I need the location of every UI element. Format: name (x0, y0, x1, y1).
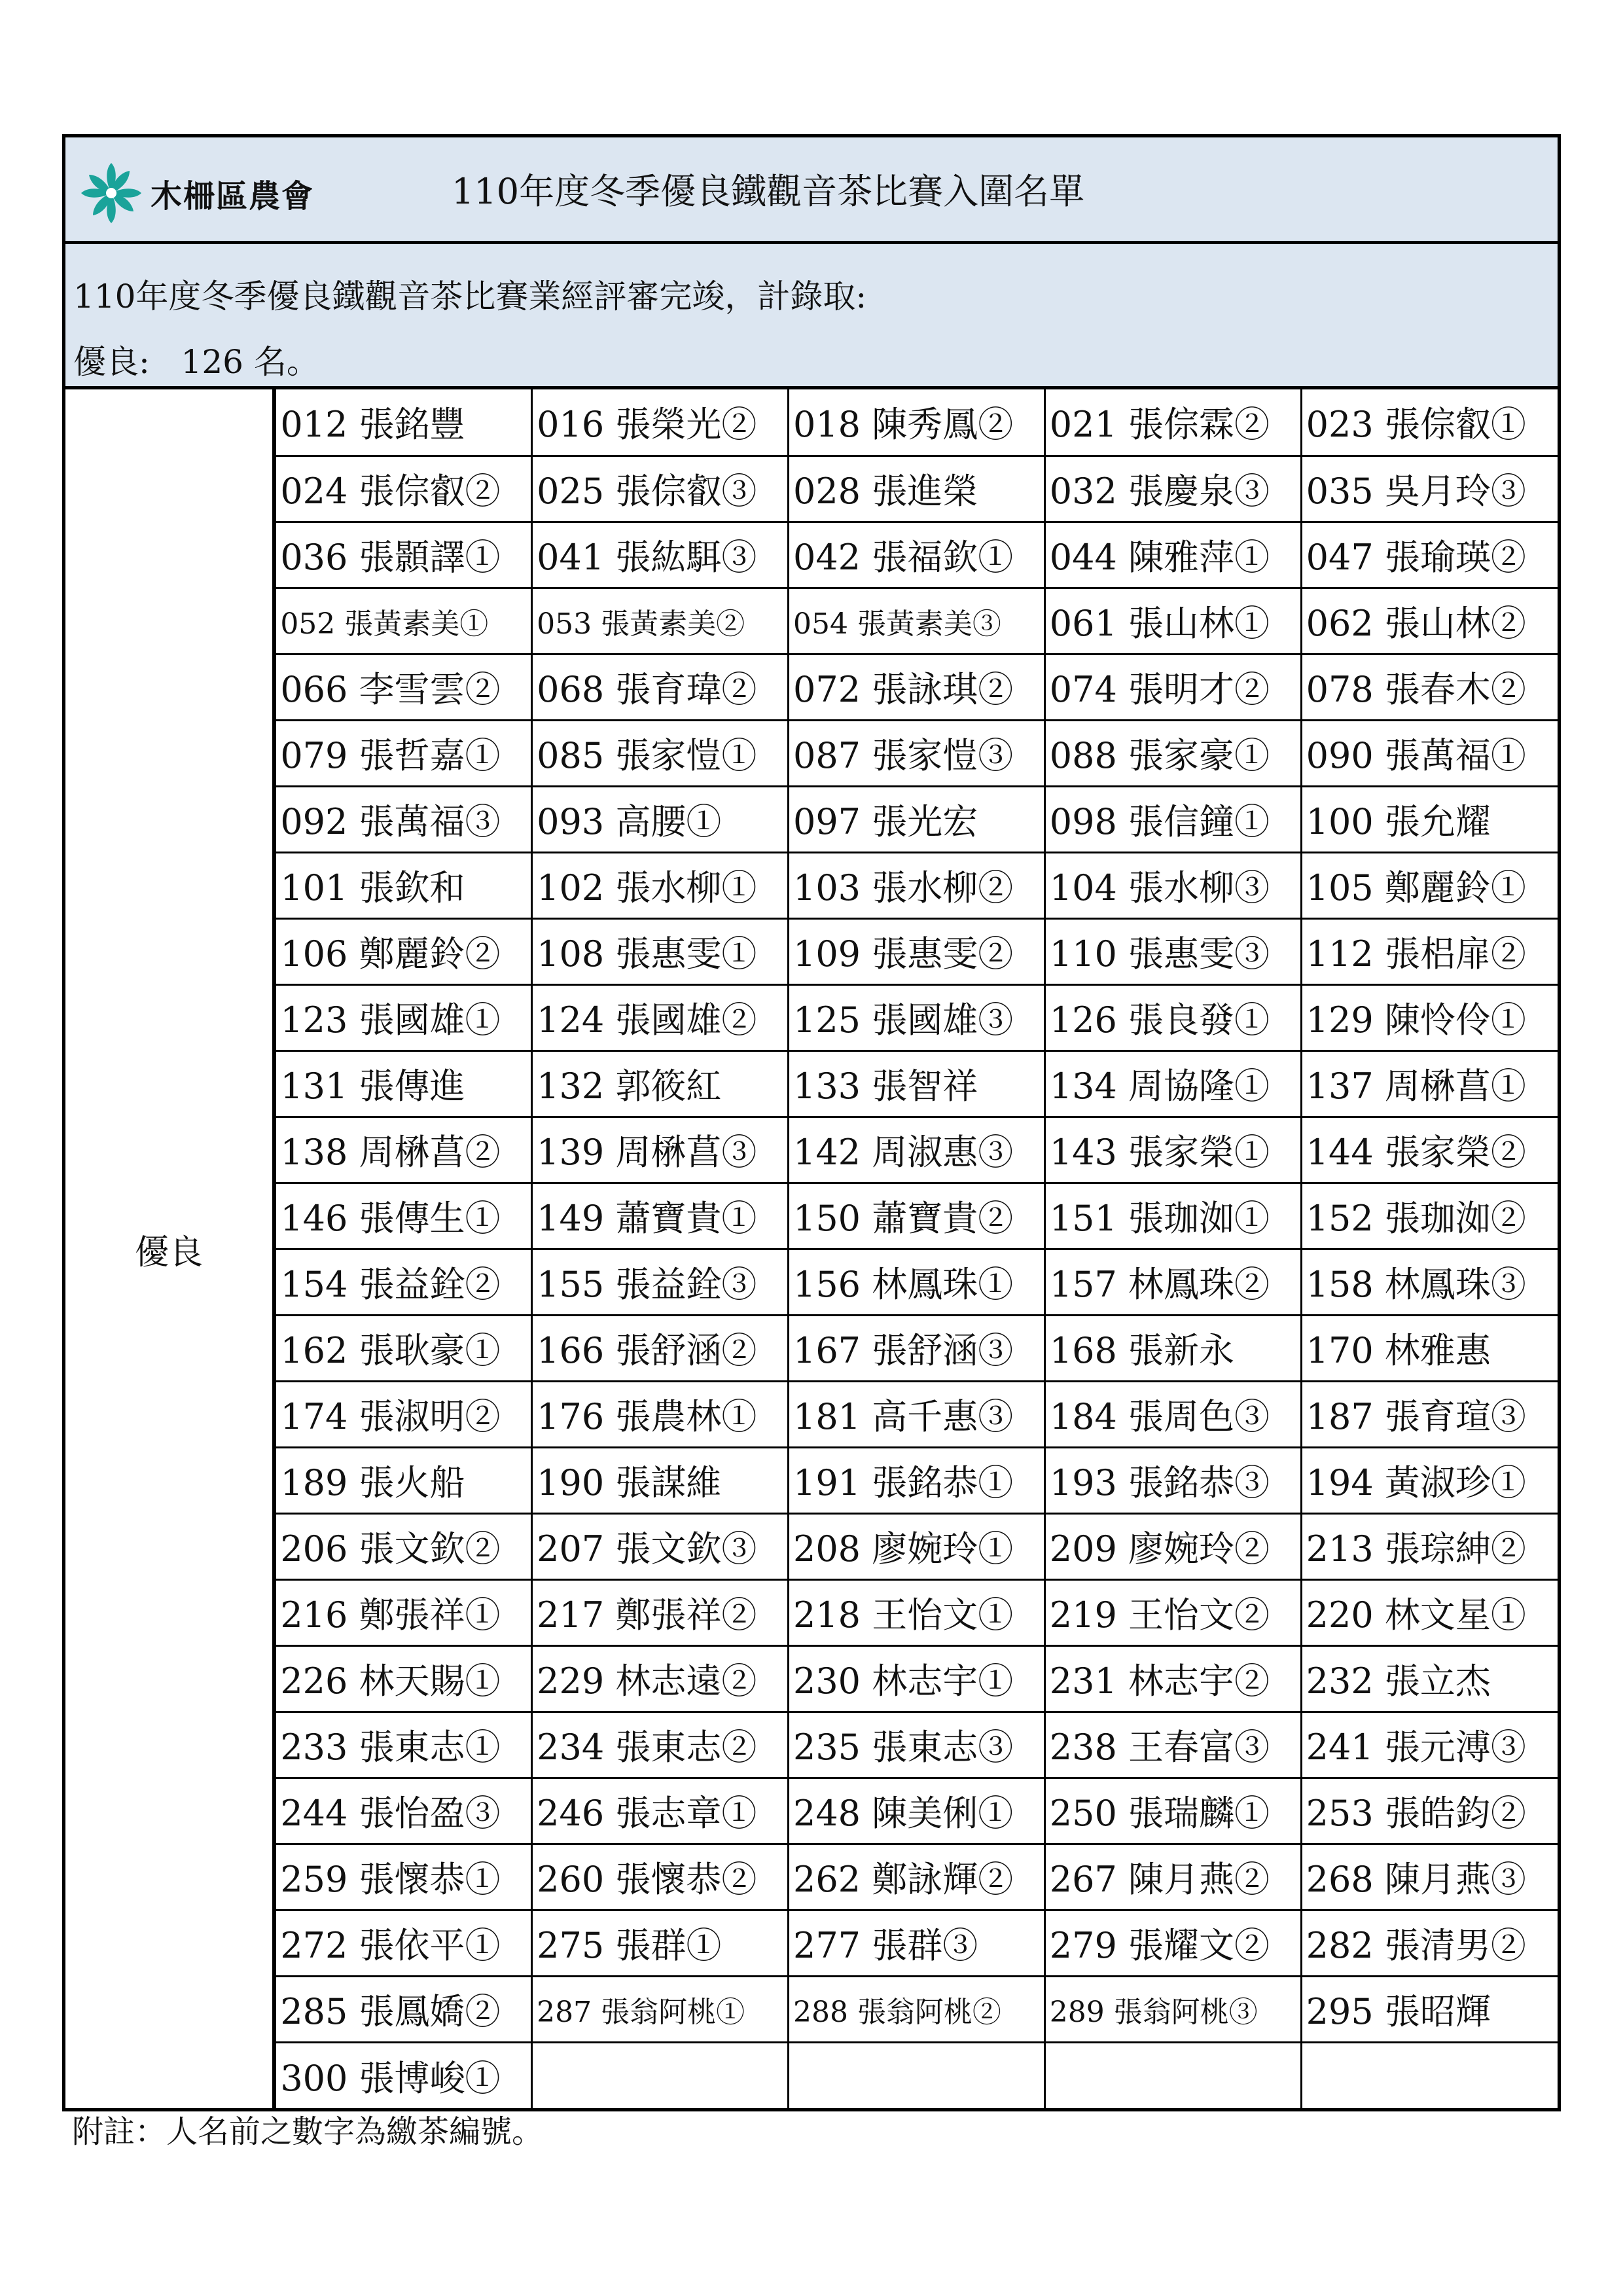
entry-cell (276, 588, 532, 654)
entry-text: 146 張傳生① (280, 1198, 501, 1239)
entry-text: 100 張允耀 (1306, 801, 1491, 842)
entry-cell (788, 522, 1044, 588)
entry-text: 155 張益銓③ (537, 1264, 757, 1305)
entry-cell (1044, 984, 1301, 1050)
award-list-sheet (62, 134, 1561, 2111)
entry-text: 217 鄭張祥② (537, 1594, 757, 1636)
entry-cell (532, 720, 789, 786)
entry-text: 151 張珈洳① (1049, 1198, 1270, 1239)
entry-cell (1301, 1117, 1558, 1183)
entry-cell (532, 1910, 789, 1976)
entry-cell (1044, 2042, 1301, 2108)
entry-text: 023 張倧叡① (1306, 404, 1526, 446)
entry-cell (276, 1050, 532, 1117)
entry-cell (532, 1579, 789, 1645)
entry-cell (1044, 1910, 1301, 1976)
entry-cell (1044, 1117, 1301, 1183)
entry-text: 101 張欽和 (280, 867, 465, 908)
entry-text: 024 張倧叡② (280, 471, 501, 512)
entry-cell (532, 2042, 789, 2108)
entry-cell (276, 1844, 532, 1910)
entry-cell (276, 1513, 532, 1579)
entry-text: 209 廖婉玲② (1049, 1528, 1270, 1570)
page-title: 110年度冬季優良鐵觀音茶比賽入圍名單 (452, 171, 1085, 212)
entry-text: 162 張耿豪① (280, 1330, 501, 1371)
entry-cell (1044, 1579, 1301, 1645)
entry-cell (1044, 654, 1301, 720)
entry-text: 041 張紘駬③ (537, 537, 757, 578)
entries-table (274, 389, 1558, 2108)
entry-cell (532, 918, 789, 984)
entry-cell (276, 1249, 532, 1315)
entry-text: 300 張博峻① (280, 2057, 501, 2099)
entry-text: 262 鄭詠輝② (793, 1859, 1014, 1900)
entry-cell (276, 720, 532, 786)
entry-text: 053 張黃素美② (537, 607, 745, 641)
entry-cell (1301, 389, 1558, 456)
entry-cell (276, 1381, 532, 1447)
entry-text: 143 張家榮① (1049, 1132, 1270, 1173)
entry-cell (788, 1645, 1044, 1712)
entry-cell (276, 1645, 532, 1712)
entry-text: 139 周楙菖③ (537, 1132, 757, 1173)
entry-text: 052 張黃素美① (280, 607, 489, 641)
entry-cell (788, 720, 1044, 786)
entry-text: 126 張良發① (1049, 999, 1270, 1041)
entry-cell (1301, 1513, 1558, 1579)
entry-cell (1301, 1447, 1558, 1513)
entry-text: 035 吳月玲③ (1306, 471, 1526, 512)
entry-cell (1301, 1381, 1558, 1447)
entry-text: 085 張家愷① (537, 735, 757, 776)
entry-cell (788, 786, 1044, 852)
entry-text: 189 張火船 (280, 1462, 465, 1503)
entry-text: 025 張倧叡③ (537, 471, 757, 512)
entry-cell (788, 389, 1044, 456)
entry-cell (1044, 852, 1301, 918)
entry-cell (1301, 1976, 1558, 2042)
entry-text: 168 張新永 (1049, 1330, 1235, 1371)
entry-text: 219 王怡文② (1049, 1594, 1270, 1636)
entry-cell (532, 852, 789, 918)
notice-box (62, 244, 1561, 389)
entry-cell (1301, 654, 1558, 720)
table-row (276, 1844, 1558, 1910)
entry-text: 260 張懷恭② (537, 1859, 757, 1900)
entry-cell (532, 1976, 789, 2042)
entry-cell (1301, 1778, 1558, 1844)
entry-cell (276, 1117, 532, 1183)
entry-text: 106 鄭麗鈴② (280, 933, 501, 975)
table-row (276, 1050, 1558, 1117)
entry-cell (532, 456, 789, 522)
entry-text: 066 李雪雲② (280, 669, 501, 710)
entry-cell (1044, 720, 1301, 786)
notice-line-1: 110年度冬季優良鐵觀音茶比賽業經評審完竣，計錄取: (73, 278, 867, 315)
entry-cell (532, 1712, 789, 1778)
table-row (276, 1579, 1558, 1645)
entry-cell (532, 1844, 789, 1910)
entry-cell (1044, 522, 1301, 588)
entry-cell (1301, 1712, 1558, 1778)
leaf-flower-logo-icon (79, 160, 144, 226)
table-row (276, 720, 1558, 786)
entry-text: 154 張益銓② (280, 1264, 501, 1305)
entry-cell (788, 1381, 1044, 1447)
entry-cell (1301, 786, 1558, 852)
table-row (276, 522, 1558, 588)
entry-cell (1044, 1712, 1301, 1778)
entry-text: 230 林志宇① (793, 1660, 1014, 1702)
entry-cell (1301, 1315, 1558, 1381)
entry-text: 181 高千惠③ (793, 1396, 1014, 1437)
entry-text: 132 郭筱紅 (537, 1066, 722, 1107)
entry-cell (1301, 456, 1558, 522)
entry-cell (788, 456, 1044, 522)
entry-cell (1044, 1976, 1301, 2042)
entry-text: 129 陳怜伶① (1306, 999, 1526, 1041)
entry-cell (788, 852, 1044, 918)
entry-cell (276, 1315, 532, 1381)
category-label: 優良 (65, 389, 274, 2108)
entry-cell (532, 1645, 789, 1712)
entry-text: 218 王怡文① (793, 1594, 1014, 1636)
entry-text: 102 張水柳① (537, 867, 757, 908)
entry-text: 123 張國雄① (280, 999, 501, 1041)
entry-cell (1044, 1645, 1301, 1712)
entry-cell (532, 1117, 789, 1183)
entry-text: 295 張昭輝 (1306, 1991, 1491, 2032)
entry-text: 133 張智祥 (793, 1066, 978, 1107)
entry-cell (788, 1976, 1044, 2042)
entry-text: 167 張舒涵③ (793, 1330, 1014, 1371)
entry-cell (532, 654, 789, 720)
entry-text: 194 黃淑珍① (1306, 1462, 1526, 1503)
entry-cell (788, 1712, 1044, 1778)
entry-cell (788, 1249, 1044, 1315)
entry-text: 087 張家愷③ (793, 735, 1014, 776)
entry-text: 246 張志章① (537, 1793, 757, 1834)
entry-cell (276, 786, 532, 852)
entry-text: 138 周楙菖② (280, 1132, 501, 1173)
entry-text: 213 張琮紳② (1306, 1528, 1526, 1570)
entry-cell (1044, 1050, 1301, 1117)
entry-cell (788, 1579, 1044, 1645)
table-row (276, 786, 1558, 852)
entry-text: 272 張依平① (280, 1925, 501, 1966)
entry-cell (1044, 389, 1301, 456)
entry-cell (1301, 1579, 1558, 1645)
table-row (276, 1117, 1558, 1183)
entry-cell (532, 1050, 789, 1117)
entry-cell (532, 1381, 789, 1447)
entry-text: 124 張國雄② (537, 999, 757, 1041)
entry-cell (1301, 1183, 1558, 1249)
entry-cell (788, 1844, 1044, 1910)
entry-text: 079 張哲嘉① (280, 735, 501, 776)
table-row (276, 1778, 1558, 1844)
table-row (276, 918, 1558, 984)
entry-text: 208 廖婉玲① (793, 1528, 1014, 1570)
table-row (276, 1249, 1558, 1315)
entry-text: 104 張水柳③ (1049, 867, 1270, 908)
entry-cell (1044, 1447, 1301, 1513)
entry-cell (1301, 1645, 1558, 1712)
entry-cell (276, 984, 532, 1050)
entry-text: 092 張萬福③ (280, 801, 501, 842)
entry-text: 131 張傳進 (280, 1066, 465, 1107)
table-row (276, 1381, 1558, 1447)
entry-cell (1301, 2042, 1558, 2108)
entry-text: 193 張銘恭③ (1049, 1462, 1270, 1503)
notice-line-2: 優良: 126 名。 (73, 343, 319, 381)
entry-cell (276, 1712, 532, 1778)
entry-text: 231 林志宇② (1049, 1660, 1270, 1702)
entry-cell (532, 1183, 789, 1249)
entry-cell (1301, 918, 1558, 984)
table-row (276, 2042, 1558, 2108)
entry-text: 158 林鳳珠③ (1306, 1264, 1526, 1305)
entry-text: 144 張家榮② (1306, 1132, 1526, 1173)
entry-text: 206 張文欽② (280, 1528, 501, 1570)
entry-cell (276, 1778, 532, 1844)
entry-text: 012 張銘豐 (280, 404, 465, 446)
table-row (276, 456, 1558, 522)
entry-text: 042 張福欽① (793, 537, 1014, 578)
entry-cell (788, 654, 1044, 720)
entry-text: 088 張家豪① (1049, 735, 1270, 776)
entry-text: 093 高腰① (537, 801, 722, 842)
entry-text: 253 張皓鈞② (1306, 1793, 1526, 1834)
header-bar (62, 134, 1561, 244)
entry-cell (532, 786, 789, 852)
entry-text: 170 林雅惠 (1306, 1330, 1491, 1371)
table-row (276, 1315, 1558, 1381)
entry-text: 044 陳雅萍① (1049, 537, 1270, 578)
entry-cell (1301, 720, 1558, 786)
entry-cell (1044, 588, 1301, 654)
entry-text: 137 周楙菖① (1306, 1066, 1526, 1107)
entry-cell (1044, 1778, 1301, 1844)
entry-text: 289 張翁阿桃③ (1049, 1995, 1258, 2029)
entry-cell (788, 1447, 1044, 1513)
table-row (276, 1513, 1558, 1579)
entry-text: 279 張耀文② (1049, 1925, 1270, 1966)
entry-cell (1301, 1050, 1558, 1117)
entry-cell (532, 1778, 789, 1844)
entry-text: 244 張怡盈③ (280, 1793, 501, 1834)
entry-text: 098 張信鐘① (1049, 801, 1270, 842)
entry-cell (276, 522, 532, 588)
entry-cell (788, 1910, 1044, 1976)
table-row (276, 1183, 1558, 1249)
entry-text: 068 張育瑋② (537, 669, 757, 710)
entry-cell (788, 588, 1044, 654)
table-row (276, 1910, 1558, 1976)
entry-text: 036 張顥譯① (280, 537, 501, 578)
entry-cell (532, 1249, 789, 1315)
entry-cell (276, 389, 532, 456)
entry-text: 028 張進榮 (793, 471, 978, 512)
entry-cell (1044, 1315, 1301, 1381)
entry-cell (788, 1183, 1044, 1249)
entry-cell (1301, 1249, 1558, 1315)
entry-cell (1301, 1910, 1558, 1976)
entry-cell (1301, 852, 1558, 918)
entry-text: 112 張梠扉② (1306, 933, 1526, 975)
entry-cell (276, 1976, 532, 2042)
entry-text: 157 林鳳珠② (1049, 1264, 1270, 1305)
entry-text: 282 張清男② (1306, 1925, 1526, 1966)
entry-cell (1301, 984, 1558, 1050)
entry-cell (1044, 786, 1301, 852)
entry-text: 191 張銘恭① (793, 1462, 1014, 1503)
entry-cell (1301, 1844, 1558, 1910)
entry-text: 190 張謀維 (537, 1462, 722, 1503)
entry-text: 277 張群③ (793, 1925, 978, 1966)
entry-cell (1044, 1249, 1301, 1315)
entry-cell (1044, 456, 1301, 522)
entry-text: 174 張淑明② (280, 1396, 501, 1437)
entry-text: 226 林天賜① (280, 1660, 501, 1702)
table-row (276, 1976, 1558, 2042)
entry-text: 105 鄭麗鈴① (1306, 867, 1526, 908)
table-row (276, 389, 1558, 456)
entry-text: 250 張瑞麟① (1049, 1793, 1270, 1834)
entry-text: 134 周協隆① (1049, 1066, 1270, 1107)
entry-cell (788, 1117, 1044, 1183)
entry-cell (532, 1513, 789, 1579)
entry-text: 220 林文星① (1306, 1594, 1526, 1636)
entry-text: 054 張黃素美③ (793, 607, 1001, 641)
entry-text: 016 張榮光② (537, 404, 757, 446)
entry-text: 184 張周色③ (1049, 1396, 1270, 1437)
entry-text: 232 張立杰 (1306, 1660, 1491, 1702)
entry-cell (1044, 1844, 1301, 1910)
entry-cell (532, 389, 789, 456)
entry-text: 234 張東志② (537, 1727, 757, 1768)
entry-cell (276, 456, 532, 522)
entry-text: 152 張珈洳② (1306, 1198, 1526, 1239)
table-row (276, 852, 1558, 918)
entry-cell (788, 1315, 1044, 1381)
table-row (276, 588, 1558, 654)
entry-cell (788, 984, 1044, 1050)
entry-text: 235 張東志③ (793, 1727, 1014, 1768)
entry-text: 103 張水柳② (793, 867, 1014, 908)
entry-cell (1301, 588, 1558, 654)
entry-text: 238 王春富③ (1049, 1727, 1270, 1768)
entry-text: 032 張慶泉③ (1049, 471, 1270, 512)
entry-text: 233 張東志① (280, 1727, 501, 1768)
entry-text: 207 張文欽③ (537, 1528, 757, 1570)
entry-text: 267 陳月燕② (1049, 1859, 1270, 1900)
entry-text: 018 陳秀鳳② (793, 404, 1014, 446)
entry-cell (532, 1447, 789, 1513)
table-row (276, 1645, 1558, 1712)
entry-cell (276, 1579, 532, 1645)
entry-cell (532, 588, 789, 654)
entry-cell (1044, 1513, 1301, 1579)
logo-text: 木柵區農會 (151, 177, 315, 215)
entry-text: 275 張群① (537, 1925, 722, 1966)
entry-cell (276, 1910, 532, 1976)
entry-text: 110 張惠雯③ (1049, 933, 1270, 975)
entry-text: 166 張舒涵② (537, 1330, 757, 1371)
table-row (276, 1712, 1558, 1778)
entry-cell (532, 522, 789, 588)
entry-cell (1301, 522, 1558, 588)
table-row (276, 1447, 1558, 1513)
footnote: 附註：人名前之數字為繳茶編號。 (72, 2113, 544, 2150)
entry-cell (532, 1315, 789, 1381)
entry-cell (276, 852, 532, 918)
entry-text: 248 陳美俐① (793, 1793, 1014, 1834)
entry-text: 062 張山林② (1306, 603, 1526, 644)
entry-cell (276, 1183, 532, 1249)
entry-text: 187 張育瑄③ (1306, 1396, 1526, 1437)
entry-text: 241 張元溥③ (1306, 1727, 1526, 1768)
entry-cell (276, 1447, 532, 1513)
entry-text: 149 蕭寶貴① (537, 1198, 757, 1239)
entry-cell (276, 2042, 532, 2108)
entry-text: 268 陳月燕③ (1306, 1859, 1526, 1900)
entry-text: 176 張農林① (537, 1396, 757, 1437)
entry-text: 097 張光宏 (793, 801, 978, 842)
entry-cell (1044, 1381, 1301, 1447)
entry-text: 285 張鳳嬌② (280, 1991, 501, 2032)
association-logo (79, 157, 314, 229)
entries-grid (62, 389, 1561, 2111)
entry-cell (1044, 1183, 1301, 1249)
entry-text: 109 張惠雯② (793, 933, 1014, 975)
entry-text: 150 蕭寶貴② (793, 1198, 1014, 1239)
entry-cell (788, 918, 1044, 984)
table-row (276, 654, 1558, 720)
entry-cell (788, 1050, 1044, 1117)
entry-cell (532, 984, 789, 1050)
entry-text: 090 張萬福① (1306, 735, 1526, 776)
entry-cell (1044, 918, 1301, 984)
entry-text: 072 張詠琪② (793, 669, 1014, 710)
entry-text: 142 周淑惠③ (793, 1132, 1014, 1173)
entry-text: 216 鄭張祥① (280, 1594, 501, 1636)
entry-text: 047 張瑜瑛② (1306, 537, 1526, 578)
entry-cell (276, 918, 532, 984)
table-row (276, 984, 1558, 1050)
entry-cell (276, 654, 532, 720)
entry-text: 259 張懷恭① (280, 1859, 501, 1900)
entry-text: 021 張倧霖② (1049, 404, 1270, 446)
entry-text: 288 張翁阿桃② (793, 1995, 1001, 2029)
entry-text: 156 林鳳珠① (793, 1264, 1014, 1305)
entry-cell (788, 1778, 1044, 1844)
entry-cell (788, 1513, 1044, 1579)
entry-text: 078 張春木② (1306, 669, 1526, 710)
entry-text: 074 張明才② (1049, 669, 1270, 710)
entry-text: 229 林志遠② (537, 1660, 757, 1702)
entry-text: 125 張國雄③ (793, 999, 1014, 1041)
entry-cell (788, 2042, 1044, 2108)
entry-text: 287 張翁阿桃① (537, 1995, 745, 2029)
entry-text: 061 張山林① (1049, 603, 1270, 644)
entry-text: 108 張惠雯① (537, 933, 757, 975)
